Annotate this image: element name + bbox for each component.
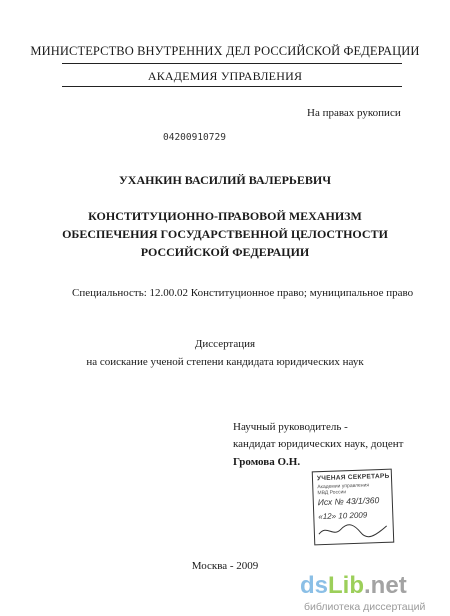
watermark-subtitle: библиотека диссертаций: [304, 601, 426, 613]
header-rule-bottom: [62, 86, 402, 87]
supervisor-degree: кандидат юридических наук, доцент: [233, 438, 404, 450]
supervisor-name: Громова О.Н.: [233, 456, 301, 468]
stamp-date: «12» 10 2009: [318, 510, 368, 522]
thesis-title-line: ОБЕСПЕЧЕНИЯ ГОСУДАРСТВЕННОЙ ЦЕЛОСТНОСТИ: [62, 227, 388, 241]
thesis-title-line: РОССИЙСКОЙ ФЕДЕРАЦИИ: [140, 245, 310, 259]
academy-heading: АКАДЕМИЯ УПРАВЛЕНИЯ: [147, 69, 303, 83]
catalog-code: 04200910729: [163, 132, 226, 143]
supervisor-label: Научный руководитель -: [233, 421, 348, 433]
degree-line: на соискание ученой степени кандидата юридических наук: [86, 356, 364, 368]
header-rule-top: [62, 63, 402, 64]
specialty-line: Специальность: 12.00.02 Конституционное право; муниципальное право: [72, 287, 414, 299]
signature-scribble-icon: [317, 520, 390, 541]
dslib-watermark: [300, 566, 448, 614]
author-name: УХАНКИН ВАСИЛИЙ ВАЛЕРЬЕВИЧ: [118, 173, 332, 187]
thesis-title-line: КОНСТИТУЦИОННО-ПРАВОВОЙ МЕХАНИЗМ: [88, 209, 362, 223]
registration-stamp: [312, 469, 395, 546]
manuscript-rights-note: На правах рукописи: [307, 107, 401, 119]
stamp-title: УЧЕНАЯ СЕКРЕТАРЬ: [316, 472, 390, 483]
stamp-number: Исх № 43/1/360: [317, 495, 380, 508]
dslib-logo: dsLib.net: [300, 572, 407, 599]
stamp-line: МВД России: [317, 489, 347, 497]
ministry-heading: МИНИСТЕРСТВО ВНУТРЕННИХ ДЕЛ РОССИЙСКОЙ ФЕДЕРАЦИИ: [30, 44, 420, 58]
stamp-line: Академии управления: [317, 482, 370, 491]
city-year: Москва - 2009: [191, 560, 259, 572]
dissertation-label: Диссертация: [194, 338, 256, 350]
